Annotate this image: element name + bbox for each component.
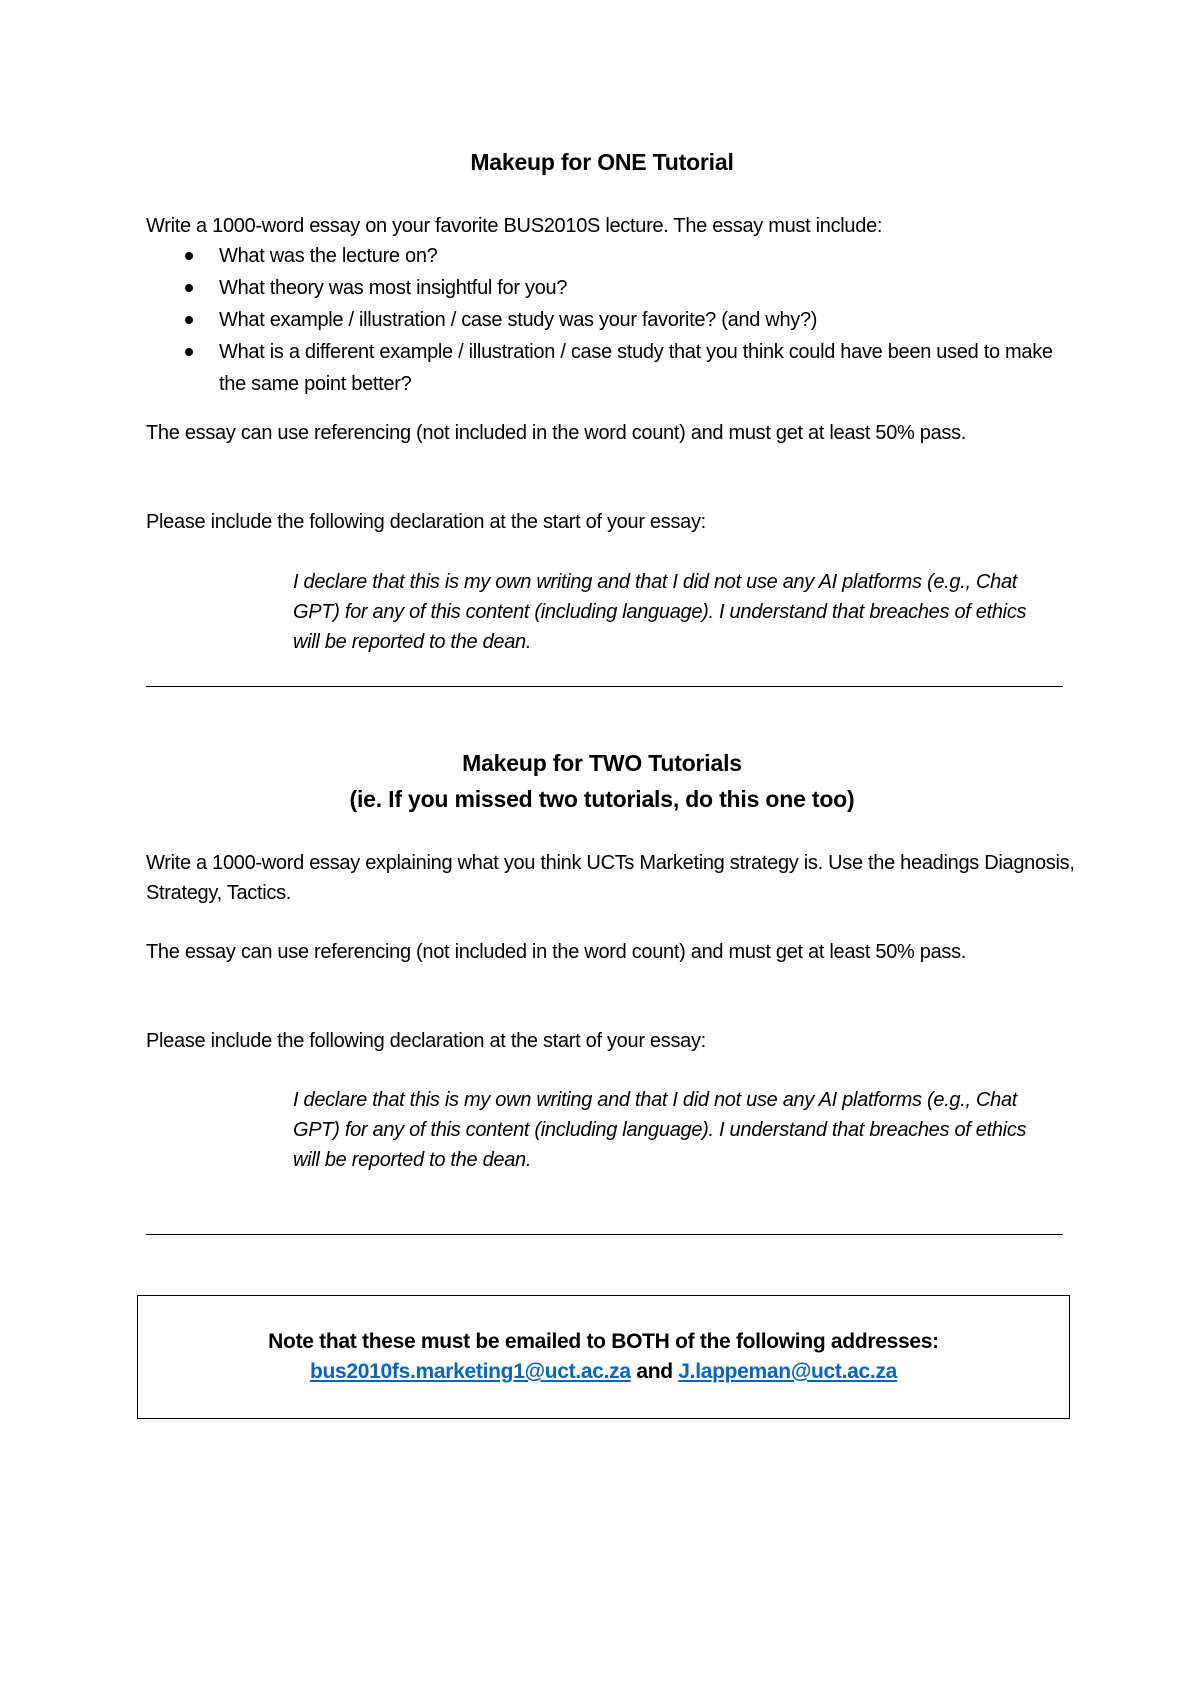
section-two-title: Makeup for TWO Tutorials [462, 750, 742, 776]
email-note-text: Note that these must be emailed to BOTH of the following addresses: [268, 1330, 939, 1353]
bullet-icon [185, 348, 193, 356]
list-item [146, 336, 1076, 400]
list-item [146, 304, 1076, 336]
bullet-icon [185, 252, 193, 260]
email-conjunction: and [636, 1360, 673, 1383]
section-one-bullet-list [146, 240, 1076, 400]
list-item-text: What was the lecture on? [219, 245, 438, 267]
section-two-declaration-intro: Please include the following declaration at the start of your essay: [146, 1030, 706, 1052]
section-two-referencing: The essay can use referencing (not included in the word count) and must get at least 50% pass. [146, 941, 967, 963]
section-one-intro: Write a 1000-word essay on your favorite BUS2010S lecture. The essay must include: [146, 215, 883, 237]
email-link-marketing[interactable]: bus2010fs.marketing1@uct.ac.za [309, 1360, 631, 1383]
section-two-subtitle: (ie. If you missed two tutorials, do this one too) [349, 786, 855, 812]
section-divider [146, 686, 1063, 687]
list-item [146, 240, 1076, 272]
section-two-declaration: I declare that this is my own writing and that I did not use any AI platforms (e.g., Chat GPT) for any of this content (including language). I understand that breaches of ethics will be reported to the dean. [293, 1089, 1027, 1171]
email-note-box [137, 1295, 1070, 1419]
section-one-referencing: The essay can use referencing (not included in the word count) and must get at least 50% pass. [146, 422, 967, 444]
email-link-lappeman[interactable]: J.lappeman@uct.ac.za [678, 1360, 898, 1383]
email-addresses-line [138, 1360, 1069, 1384]
section-one-declaration: I declare that this is my own writing and that I did not use any AI platforms (e.g., Chat GPT) for any of this content (including language). I understand that breaches of ethics will be reported to the dean. [293, 571, 1027, 653]
bullet-icon [185, 284, 193, 292]
list-item [146, 272, 1076, 304]
section-divider [146, 1234, 1063, 1235]
bullet-icon [185, 316, 193, 324]
list-item-text: What example / illustration / case study was your favorite? (and why?) [219, 309, 818, 331]
list-item-text: What theory was most insightful for you? [219, 277, 568, 299]
section-one-declaration-intro: Please include the following declaration at the start of your essay: [146, 511, 706, 533]
list-item-text: What is a different example / illustration / case study that you think could have been used to make the same point better? [219, 341, 1053, 395]
section-one-title: Makeup for ONE Tutorial [470, 149, 734, 175]
section-two-intro: Write a 1000-word essay explaining what you think UCTs Marketing strategy is. Use the headings Diagnosis, Strategy, Tactics. [146, 852, 1075, 904]
